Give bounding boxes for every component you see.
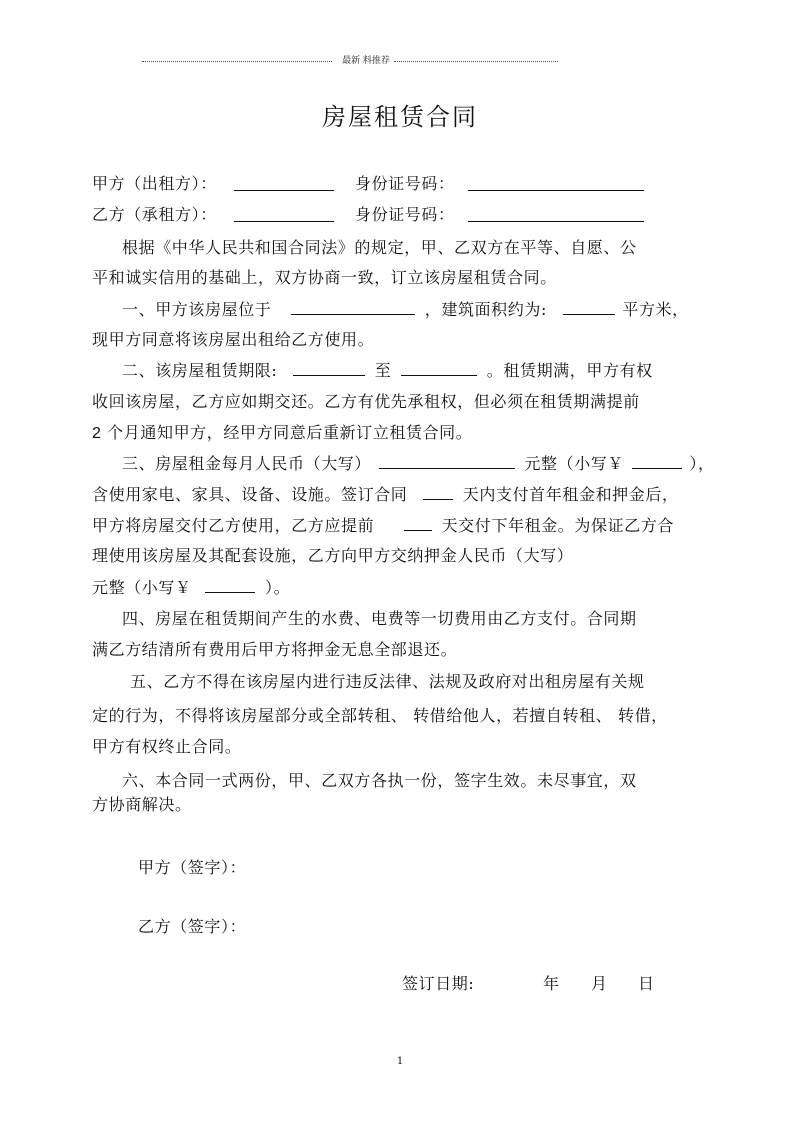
document-title: 房屋租赁合同 [322, 103, 478, 131]
clause2-months-number: 2 [92, 425, 102, 442]
clause3-line-3-b: 天交付下年租金。为保证乙方合 [441, 516, 674, 535]
clause3-advance-days-blank [404, 514, 432, 531]
clause1-line-2: 现甲方同意将该房屋出租给乙方使用。 [92, 330, 375, 349]
clause1-text-a: 一、甲方该房屋位于 [122, 300, 272, 319]
party-b-signature-label: 乙方（签字）： [138, 917, 247, 936]
clause3-payment-days-blank [423, 483, 453, 500]
clause5-line-2: 定的行为，不得将该房屋部分或全部转租、 转借给他人，若擅自转租、 转借， [92, 706, 668, 725]
clause3-line-5 [92, 576, 290, 600]
clause2-line-2: 收回该房屋，乙方应如期交还。乙方有优先承租权，但必须在租赁期满提前 [92, 392, 640, 411]
clause1-text-b: ，建筑面积约为: [424, 300, 547, 319]
intro-line-1: 根据《中华人民共和国合同法》的规定，甲、乙双方在平等、自愿、公 [122, 238, 637, 257]
party-a-name-blank [234, 174, 334, 191]
clause5-line-1: 五、乙方不得在该房屋内进行违反法律、法规及政府对出租房屋有关规 [130, 672, 645, 691]
clause5-line-3: 甲方有权终止合同。 [92, 737, 242, 756]
clause1-area-blank [563, 298, 615, 315]
signing-date-label: 签订日期: [402, 974, 475, 993]
clause3-line-5-a: 元整（小写￥ [92, 578, 192, 597]
clause3-line-5-b: ）。 [264, 578, 291, 597]
clause4-line-1: 四、房屋在租赁期间产生的水费、电费等一切费用由乙方支付。合同期 [122, 609, 637, 628]
party-b-id-label: 身份证号码： [355, 205, 455, 224]
clause2-to: 至 [374, 361, 392, 380]
signing-date-day: 日 [638, 974, 655, 993]
clause2-line-3 [92, 421, 472, 446]
clause3-line-4: 理使用该房屋及其配套设施，乙方向甲方交纳押金人民币（大写） [92, 546, 574, 565]
clause2-line-1 [122, 359, 653, 383]
clause3-text-c: ）， [689, 454, 715, 473]
clause3-line-2-b: 天内支付首年租金和押金后， [462, 485, 679, 504]
clause2-start-blank [293, 359, 365, 376]
party-b-name-blank [234, 205, 334, 222]
party-b-id-blank [468, 205, 644, 222]
clause3-line-1 [122, 452, 715, 476]
clause3-rent-words-blank [379, 452, 515, 469]
clause1-line-1 [122, 298, 689, 322]
party-a-signature-label: 甲方（签字）： [138, 858, 247, 877]
clause1-location-blank [291, 298, 415, 315]
party-a-id-label: 身份证号码： [355, 174, 455, 193]
clause6-line-2: 方协商解决。 [92, 795, 192, 814]
signing-date-year: 年 [543, 974, 560, 993]
clause3-line-2 [92, 483, 679, 507]
clause3-line-2-a: 含使用家电、家具、设备、设施。签订合同 [92, 485, 408, 504]
clause2-text-b: 。租赁期满，甲方有权 [486, 361, 653, 380]
clause3-line-3 [92, 514, 674, 538]
clause1-text-c: 平方米， [622, 300, 689, 319]
clause3-line-3-a: 甲方将房屋交付乙方使用，乙方应提前 [92, 516, 375, 535]
clause3-text-a: 三、房屋租金每月人民币（大写） [122, 454, 372, 473]
header-text: 最新 料推荐 [338, 54, 394, 68]
clause2-text-a: 二、该房屋租赁期限: [122, 361, 278, 380]
party-a-id-blank [468, 174, 644, 191]
clause3-rent-figure-blank [632, 452, 682, 469]
intro-line-2: 平和诚实信用的基础上，双方协商一致，订立该房屋租赁合同。 [92, 268, 557, 287]
clause2-end-blank [401, 359, 477, 376]
signing-date-month: 月 [591, 974, 608, 993]
page-number: 1 [396, 1056, 404, 1067]
clause3-deposit-figure-blank [205, 576, 255, 593]
header-dotted-rule-left [142, 61, 332, 62]
clause2-line-3-text: 个月通知甲方，经甲方同意后重新订立租赁合同。 [101, 423, 473, 442]
header-dotted-rule-right [394, 61, 558, 62]
clause3-text-b: 元整（小写￥ [524, 454, 624, 473]
clause4-line-2: 满乙方结清所有费用后甲方将押金无息全部退还。 [92, 640, 458, 659]
party-a-label: 甲方（出租方）： [92, 174, 217, 193]
party-b-label: 乙方（承租方）： [92, 205, 217, 224]
page-header [142, 54, 558, 68]
clause6-line-1: 六、本合同一式两份，甲、乙双方各执一份，签字生效。未尽事宜，双 [122, 771, 637, 790]
